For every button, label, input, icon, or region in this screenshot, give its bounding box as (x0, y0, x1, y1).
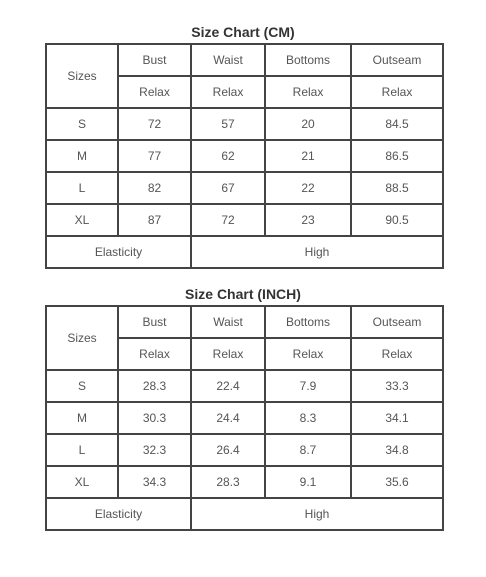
column-header-outseam: Outseam (351, 306, 443, 338)
elasticity-label: Elasticity (46, 236, 191, 268)
value-cell: 87 (118, 204, 191, 236)
size-chart-inch-title: Size Chart (INCH) (185, 286, 301, 302)
size-chart-cm-table (45, 43, 444, 269)
table-row (46, 204, 443, 236)
size-chart-inch-table (45, 305, 444, 531)
column-header-waist: Waist (191, 306, 265, 338)
fit-cell: Relax (351, 338, 443, 370)
size-chart-cm-title: Size Chart (CM) (191, 24, 295, 40)
size-cell: M (46, 402, 118, 434)
column-header-bust: Bust (118, 44, 191, 76)
header-row (46, 306, 443, 338)
value-cell: 24.4 (191, 402, 265, 434)
value-cell: 57 (191, 108, 265, 140)
value-cell: 23 (265, 204, 351, 236)
table-row (46, 172, 443, 204)
value-cell: 35.6 (351, 466, 443, 498)
value-cell: 28.3 (118, 370, 191, 402)
elasticity-value: High (191, 236, 443, 268)
value-cell: 32.3 (118, 434, 191, 466)
value-cell: 30.3 (118, 402, 191, 434)
value-cell: 62 (191, 140, 265, 172)
value-cell: 72 (191, 204, 265, 236)
column-header-outseam: Outseam (351, 44, 443, 76)
size-cell: M (46, 140, 118, 172)
value-cell: 20 (265, 108, 351, 140)
table-row (46, 108, 443, 140)
value-cell: 34.8 (351, 434, 443, 466)
size-cell: S (46, 108, 118, 140)
fit-cell: Relax (191, 76, 265, 108)
value-cell: 8.3 (265, 402, 351, 434)
table-row (46, 402, 443, 434)
value-cell: 82 (118, 172, 191, 204)
fit-cell: Relax (265, 76, 351, 108)
elasticity-row (46, 498, 443, 530)
value-cell: 88.5 (351, 172, 443, 204)
column-header-bottoms: Bottoms (265, 306, 351, 338)
header-row (46, 44, 443, 76)
value-cell: 22 (265, 172, 351, 204)
size-cell: S (46, 370, 118, 402)
table-row (46, 434, 443, 466)
size-cell: L (46, 172, 118, 204)
value-cell: 67 (191, 172, 265, 204)
value-cell: 77 (118, 140, 191, 172)
value-cell: 22.4 (191, 370, 265, 402)
table-row (46, 466, 443, 498)
column-header-bust: Bust (118, 306, 191, 338)
value-cell: 26.4 (191, 434, 265, 466)
sizes-header: Sizes (46, 306, 118, 370)
table-row (46, 140, 443, 172)
value-cell: 28.3 (191, 466, 265, 498)
value-cell: 9.1 (265, 466, 351, 498)
value-cell: 8.7 (265, 434, 351, 466)
elasticity-row (46, 236, 443, 268)
size-cell: L (46, 434, 118, 466)
value-cell: 86.5 (351, 140, 443, 172)
elasticity-label: Elasticity (46, 498, 191, 530)
size-cell: XL (46, 466, 118, 498)
elasticity-value: High (191, 498, 443, 530)
column-header-waist: Waist (191, 44, 265, 76)
value-cell: 7.9 (265, 370, 351, 402)
value-cell: 90.5 (351, 204, 443, 236)
value-cell: 33.3 (351, 370, 443, 402)
value-cell: 84.5 (351, 108, 443, 140)
value-cell: 21 (265, 140, 351, 172)
fit-cell: Relax (118, 76, 191, 108)
fit-cell: Relax (265, 338, 351, 370)
fit-cell: Relax (351, 76, 443, 108)
table-row (46, 370, 443, 402)
value-cell: 34.1 (351, 402, 443, 434)
sizes-header: Sizes (46, 44, 118, 108)
fit-cell: Relax (191, 338, 265, 370)
fit-cell: Relax (118, 338, 191, 370)
value-cell: 72 (118, 108, 191, 140)
size-cell: XL (46, 204, 118, 236)
column-header-bottoms: Bottoms (265, 44, 351, 76)
value-cell: 34.3 (118, 466, 191, 498)
